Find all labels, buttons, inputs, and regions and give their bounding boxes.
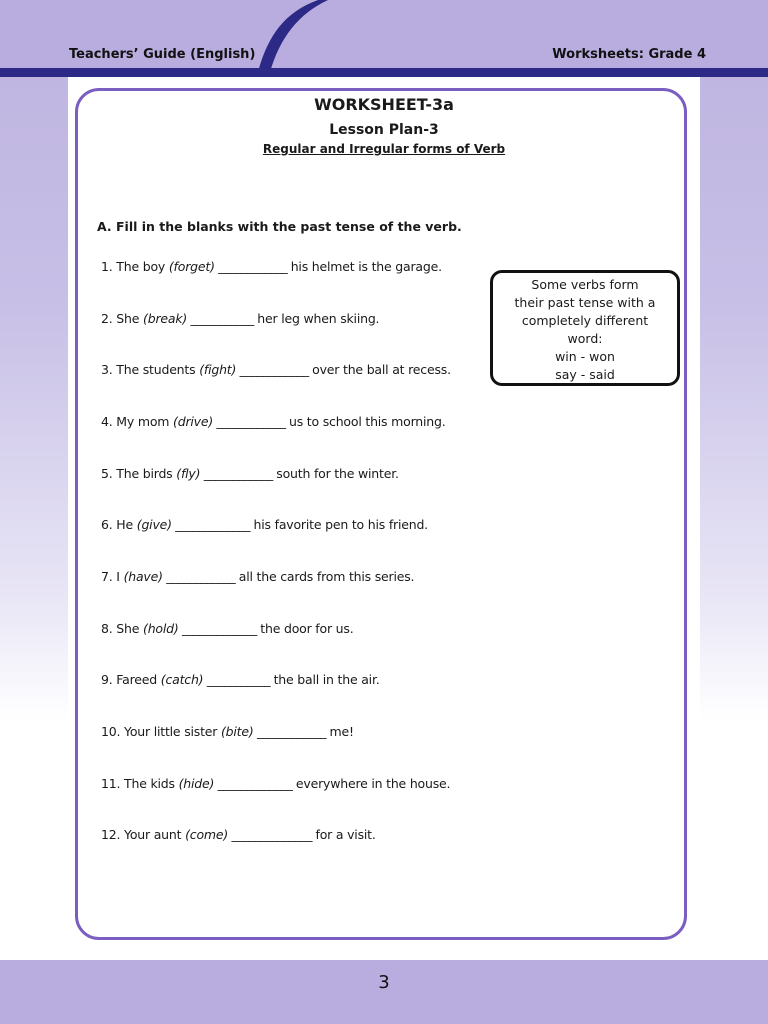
question-text: his helmet is the garage. <box>290 259 442 274</box>
header-right-title: Worksheets: Grade 4 <box>552 47 706 62</box>
answer-blank[interactable]: _____________ <box>178 621 261 636</box>
answer-blank[interactable]: ____________ <box>213 414 289 429</box>
question-text: the ball in the air. <box>273 672 380 687</box>
question-verb: (give) <box>136 517 172 532</box>
answer-blank[interactable]: _____________ <box>214 776 296 791</box>
header-rule <box>0 68 768 77</box>
question-text: 9. Fareed <box>101 672 161 687</box>
question-item <box>101 466 399 481</box>
irregular-verb-note-box <box>490 270 680 386</box>
question-item <box>101 259 442 274</box>
question-text: all the cards from this series. <box>238 569 415 584</box>
question-text: 8. She <box>101 621 144 636</box>
answer-blank[interactable]: ____________ <box>162 569 239 584</box>
question-text: the door for us. <box>260 621 354 636</box>
question-item <box>101 827 376 842</box>
question-verb: (fight) <box>199 362 237 377</box>
instruction-text: A. Fill in the blanks with the past tense of the verb. <box>97 219 462 234</box>
answer-blank[interactable]: ____________ <box>253 724 330 739</box>
answer-blank[interactable]: ______________ <box>228 827 316 842</box>
question-item <box>101 517 428 532</box>
question-text: 11. The kids <box>101 776 179 791</box>
question-item <box>101 776 450 791</box>
question-verb: (catch) <box>160 672 204 687</box>
answer-blank[interactable]: ___________ <box>187 311 258 326</box>
question-text: us to school this morning. <box>288 414 446 429</box>
question-item <box>101 362 451 377</box>
question-verb: (forget) <box>168 259 215 274</box>
question-text: 6. He <box>101 517 137 532</box>
question-text: 10. Your little sister <box>101 724 221 739</box>
question-verb: (have) <box>123 569 163 584</box>
question-verb: (fly) <box>176 466 201 481</box>
page-number: 3 <box>378 972 390 993</box>
question-item <box>101 672 380 687</box>
question-item <box>101 621 353 636</box>
question-text: 1. The boy <box>101 259 169 274</box>
question-verb: (drive) <box>173 414 214 429</box>
question-text: his favorite pen to his friend. <box>253 517 428 532</box>
question-text: me! <box>329 724 354 739</box>
note-line: word: <box>567 331 603 346</box>
question-text: 3. The students <box>101 362 200 377</box>
question-verb: (break) <box>143 311 188 326</box>
question-text: 2. She <box>101 311 144 326</box>
question-text: south for the winter. <box>276 466 399 481</box>
answer-blank[interactable]: _____________ <box>171 517 254 532</box>
question-verb: (hold) <box>143 621 179 636</box>
worksheet-title: WORKSHEET-3a <box>314 95 454 114</box>
question-text: everywhere in the house. <box>295 776 451 791</box>
question-text: 4. My mom <box>101 414 174 429</box>
topic-heading: Regular and Irregular forms of Verb <box>262 142 506 156</box>
question-verb: (come) <box>185 827 229 842</box>
question-text: over the ball at recess. <box>312 362 451 377</box>
question-item <box>101 414 446 429</box>
answer-blank[interactable]: ___________ <box>203 672 274 687</box>
answer-blank[interactable]: ____________ <box>236 362 313 377</box>
question-text: 12. Your aunt <box>101 827 186 842</box>
note-line: completely different <box>521 313 649 328</box>
question-item <box>101 569 414 584</box>
answer-blank[interactable]: ____________ <box>214 259 291 274</box>
worksheet-frame <box>75 88 687 940</box>
lesson-plan-heading: Lesson Plan-3 <box>329 122 439 138</box>
question-item <box>101 724 354 739</box>
note-line: their past tense with a <box>514 295 656 310</box>
question-text: 7. I <box>101 569 124 584</box>
question-verb: (bite) <box>221 724 254 739</box>
note-line: Some verbs form <box>531 277 639 292</box>
question-text: 5. The birds <box>101 466 177 481</box>
question-verb: (hide) <box>178 776 215 791</box>
note-line: win - won <box>555 349 615 364</box>
header-left-title: Teachers’ Guide (English) <box>69 47 256 62</box>
note-line: say - said <box>555 367 615 382</box>
question-text: her leg when skiing. <box>257 311 380 326</box>
answer-blank[interactable]: ____________ <box>200 466 277 481</box>
question-text: for a visit. <box>315 827 376 842</box>
question-item <box>101 311 379 326</box>
